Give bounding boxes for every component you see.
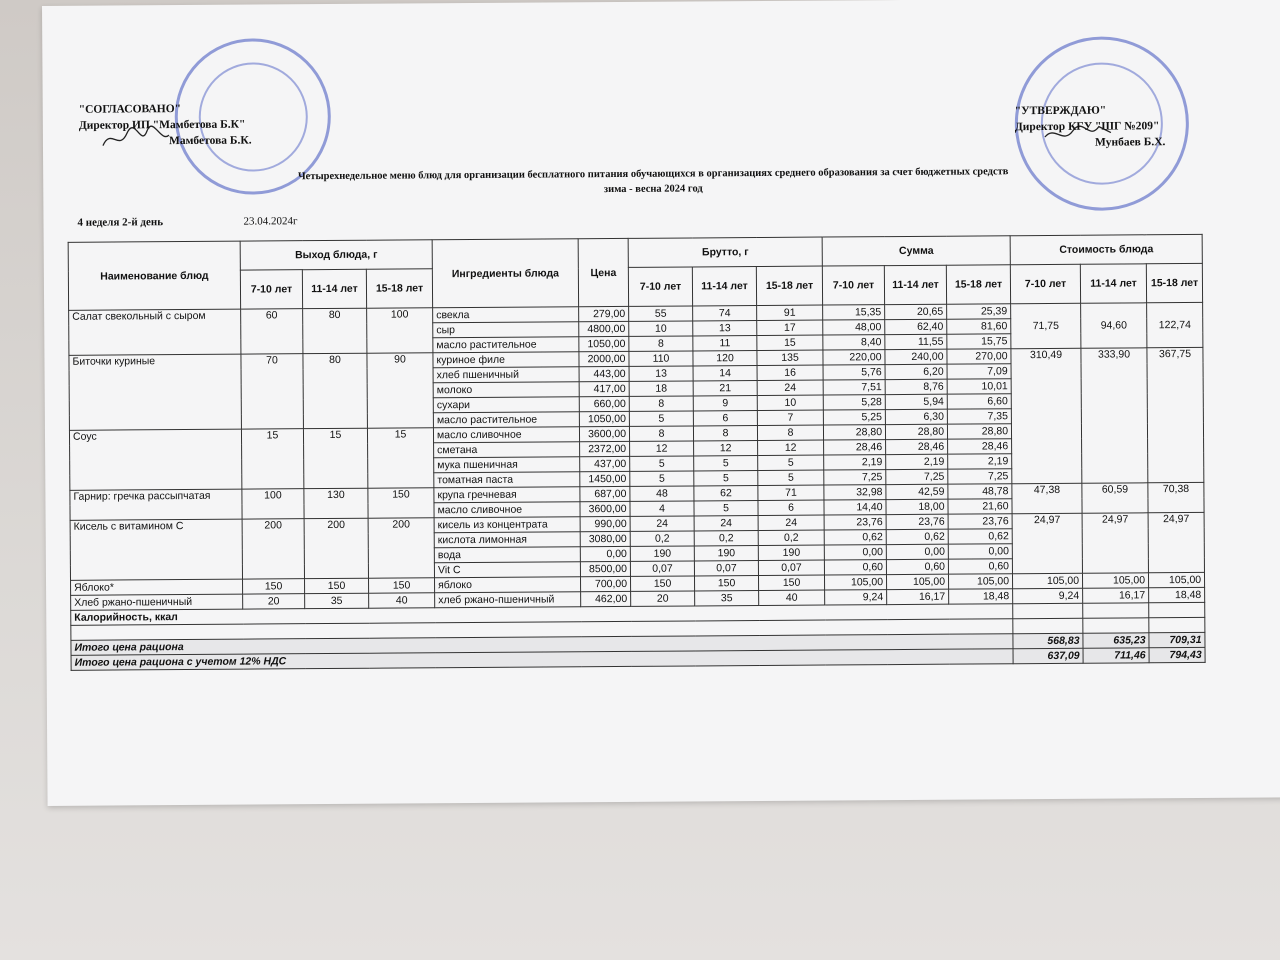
brutto-value: 24 [630,516,694,531]
col-cost: Стоимость блюда [1010,234,1202,264]
sum-value: 105,00 [949,574,1013,589]
ingredient-name: яблоко [435,577,581,593]
brutto-value: 8 [629,396,693,411]
brutto-value: 21 [693,381,757,396]
sum-value: 16,17 [887,589,949,604]
sum-value: 7,35 [947,409,1011,424]
brutto-value: 24 [758,515,824,530]
sum-value: 2,19 [948,454,1012,469]
dish-name: Хлеб ржано-пшеничный [71,594,243,610]
sum-value: 18,00 [886,499,948,514]
ingredient-name: вода [434,547,580,563]
ingredient-name: хлеб ржано-пшеничный [435,592,581,608]
brutto-value: 8 [629,426,693,441]
dish-cost: 71,75 [1011,303,1081,348]
calories-value [1083,603,1149,618]
sum-value: 0,00 [886,544,948,559]
total-label: Итого цена рациона [71,634,1013,656]
ingredient-price: 990,00 [580,516,630,531]
total-vat-value: 711,46 [1083,648,1149,663]
sum-value: 0,00 [948,544,1012,559]
brutto-value: 12 [758,440,824,455]
dish-yield: 70 [241,354,304,429]
ingredient-price: 700,00 [581,576,631,591]
brutto-value: 150 [759,575,825,590]
dish-cost: 105,00 [1149,572,1205,587]
sum-value: 7,25 [948,469,1012,484]
ingredient-name: сухари [433,397,579,413]
sum-value: 7,09 [947,364,1011,379]
ingredient-price: 687,00 [580,486,630,501]
ingredient-name: кисель из концентрата [434,517,580,533]
col-cost-age1: 7-10 лет [1010,264,1080,303]
sum-value: 0,60 [886,559,948,574]
sum-value: 8,40 [823,335,885,350]
dish-yield: 40 [369,593,435,608]
brutto-value: 5 [758,470,824,485]
dish-yield: 35 [305,593,369,608]
ingredient-price: 0,00 [580,546,630,561]
approval-right-signer: Мунбаев Б.Х. [1094,136,1166,149]
ingredient-name: мука пшеничная [434,457,580,473]
brutto-value: 11 [693,336,757,351]
dish-cost: 24,97 [1082,513,1148,573]
dish-cost: 105,00 [1083,573,1149,588]
spacer-cell [1083,618,1149,633]
dish-yield: 150 [369,578,435,593]
sum-value: 28,46 [948,439,1012,454]
sum-value: 15,75 [947,334,1011,349]
brutto-value: 135 [757,350,823,365]
sum-value: 7,51 [823,380,885,395]
col-ingredients: Ингредиенты блюда [432,239,578,308]
col-yield-age2: 11-14 лет [302,269,366,308]
brutto-value: 18 [629,381,693,396]
sum-value: 270,00 [947,349,1011,364]
brutto-value: 10 [629,321,693,336]
sum-value: 105,00 [887,574,949,589]
approval-left-heading: "СОГЛАСОВАНО" [78,103,182,116]
col-sum-age3: 15-18 лет [946,265,1010,304]
dish-yield: 80 [303,353,368,428]
brutto-value: 71 [758,485,824,500]
dish-cost: 333,90 [1081,348,1148,483]
dish-yield: 15 [241,429,303,489]
brutto-value: 0,07 [758,560,824,575]
brutto-value: 5 [629,411,693,426]
brutto-value: 24 [757,380,823,395]
ingredient-name: масло сливочное [434,502,580,518]
total-value: 568,83 [1013,633,1083,648]
brutto-value: 190 [758,545,824,560]
title-line-1: Четырехнедельное меню блюд для организации бесплатного питания обучающихся в организациях среднего образования за счет бюджетных средств [297,166,1009,183]
sum-value: 2,19 [824,455,886,470]
ingredient-name: сметана [434,442,580,458]
brutto-value: 4 [630,501,694,516]
ingredient-price: 3080,00 [580,531,630,546]
dish-yield: 80 [303,308,367,353]
ingredient-price: 3600,00 [580,501,630,516]
col-brutto-age1: 7-10 лет [628,267,692,306]
brutto-value: 91 [757,305,823,320]
col-brutto-age2: 11-14 лет [692,267,756,306]
menu-date: 23.04.2024г [243,215,298,228]
col-cost-age2: 11-14 лет [1080,264,1146,303]
ingredient-name: крупа гречневая [434,487,580,503]
ingredient-name: хлеб пшеничный [433,367,579,383]
sum-value: 0,60 [948,559,1012,574]
brutto-value: 20 [631,591,695,606]
calories-value [1013,603,1083,618]
col-yield-age3: 15-18 лет [366,269,432,308]
sum-value: 32,98 [824,485,886,500]
brutto-value: 6 [693,411,757,426]
total-vat-value: 794,43 [1149,647,1205,662]
ingredient-name: масло сливочное [433,427,579,443]
brutto-value: 24 [694,516,758,531]
col-sum-age1: 7-10 лет [822,266,884,305]
brutto-value: 40 [759,590,825,605]
brutto-value: 0,07 [694,561,758,576]
sum-value: 48,78 [948,484,1012,499]
dish-cost: 9,24 [1013,588,1083,603]
dish-cost: 94,60 [1081,303,1147,348]
ingredient-price: 417,00 [579,381,629,396]
calories-value [1149,602,1205,617]
brutto-value: 5 [630,456,694,471]
dish-cost: 47,38 [1012,483,1082,513]
ingredient-price: 8500,00 [580,561,630,576]
brutto-value: 0,2 [694,531,758,546]
sum-value: 14,40 [824,500,886,515]
dish-name: Салат свекольный с сыром [69,309,241,355]
dish-yield: 100 [242,489,304,519]
sum-value: 0,00 [824,545,886,560]
dish-yield: 200 [242,519,304,579]
brutto-value: 8 [629,336,693,351]
col-brutto-age3: 15-18 лет [756,266,822,305]
sum-value: 28,46 [886,439,948,454]
dish-cost: 24,97 [1148,512,1204,572]
brutto-value: 15 [757,335,823,350]
brutto-value: 120 [693,351,757,366]
dish-yield: 150 [305,578,369,593]
ingredient-price: 437,00 [580,456,630,471]
ingredient-price: 4800,00 [579,321,629,336]
brutto-value: 13 [693,321,757,336]
sum-value: 10,01 [947,379,1011,394]
ingredient-price: 443,00 [579,366,629,381]
dish-name: Кисель с витамином С [70,519,242,580]
brutto-value: 0,07 [630,561,694,576]
dish-yield: 200 [304,518,368,578]
ingredient-price: 279,00 [579,306,629,321]
brutto-value: 5 [758,455,824,470]
dish-yield: 200 [368,518,434,578]
sum-value: 18,48 [949,589,1013,604]
sum-value: 25,39 [947,304,1011,319]
brutto-value: 62 [694,486,758,501]
dish-yield: 60 [241,309,303,354]
brutto-value: 5 [694,471,758,486]
ingredient-name: масло растительное [433,412,579,428]
col-yield: Выход блюда, г [240,240,432,270]
brutto-value: 13 [629,366,693,381]
sum-value: 81,60 [947,319,1011,334]
sum-value: 6,60 [947,394,1011,409]
dish-cost: 367,75 [1147,347,1204,482]
brutto-value: 5 [630,471,694,486]
brutto-value: 150 [695,576,759,591]
col-price: Цена [578,238,628,306]
ingredient-name: сыр [433,322,579,338]
sum-value: 23,76 [886,514,948,529]
brutto-value: 7 [757,410,823,425]
ingredient-name: кислота лимонная [434,532,580,548]
sum-value: 9,24 [825,590,887,605]
brutto-value: 14 [693,366,757,381]
sum-value: 5,25 [823,410,885,425]
brutto-value: 10 [757,395,823,410]
menu-document [42,0,1280,806]
dish-yield: 150 [243,579,305,594]
sum-value: 0,62 [886,529,948,544]
spacer-cell [1149,617,1205,632]
brutto-value: 12 [694,441,758,456]
dish-cost: 105,00 [1013,573,1083,588]
brutto-value: 5 [694,456,758,471]
ingredient-price: 3600,00 [579,426,629,441]
ingredient-price: 2372,00 [580,441,630,456]
brutto-value: 8 [693,426,757,441]
sum-value: 11,55 [885,334,947,349]
dish-cost: 310,49 [1011,348,1082,483]
sum-value: 7,25 [886,469,948,484]
dish-name: Биточки куриные [69,354,242,430]
ingredient-name: молоко [433,382,579,398]
sum-value: 28,80 [824,425,886,440]
menu-table [68,234,1206,671]
sum-value: 7,25 [824,470,886,485]
ingredient-price: 1050,00 [579,411,629,426]
sum-value: 15,35 [823,305,885,320]
ingredient-price: 462,00 [581,591,631,606]
sum-value: 6,30 [885,409,947,424]
sum-value: 28,80 [948,424,1012,439]
sum-value: 2,19 [886,454,948,469]
sum-value: 240,00 [885,349,947,364]
dish-name: Яблоко* [71,579,243,595]
dish-yield: 130 [304,488,368,518]
week-day-label: 4 неделя 2-й день [77,216,164,229]
dish-cost: 24,97 [1012,513,1082,573]
col-sum: Сумма [822,236,1010,266]
dish-yield: 15 [367,428,433,488]
ingredient-name: свекла [433,307,579,323]
ingredient-price: 660,00 [579,396,629,411]
total-value: 635,23 [1083,633,1149,648]
dish-yield: 20 [243,594,305,609]
sum-value: 23,76 [824,515,886,530]
dish-cost: 16,17 [1083,588,1149,603]
col-brutto: Брутто, г [628,237,822,267]
brutto-value: 0,2 [630,531,694,546]
dish-name: Соус [69,429,241,490]
dish-cost: 60,59 [1082,483,1148,513]
document-title [213,164,1093,200]
brutto-value: 5 [694,501,758,516]
approval-block-right [1015,102,1166,151]
brutto-value: 0,2 [758,530,824,545]
brutto-value: 190 [630,546,694,561]
brutto-value: 8 [757,425,823,440]
col-cost-age3: 15-18 лет [1146,263,1202,302]
brutto-value: 150 [631,576,695,591]
sum-value: 5,76 [823,365,885,380]
total-vat-label: Итого цена рациона с учетом 12% НДС [71,649,1013,671]
brutto-value: 17 [757,320,823,335]
brutto-value: 190 [694,546,758,561]
sum-value: 23,76 [948,514,1012,529]
col-yield-age1: 7-10 лет [240,270,302,309]
ingredient-name: томатная паста [434,472,580,488]
sum-value: 21,60 [948,499,1012,514]
dish-cost: 122,74 [1147,302,1203,347]
sum-value: 20,65 [885,304,947,319]
brutto-value: 6 [758,500,824,515]
sum-value: 28,46 [824,440,886,455]
brutto-value: 12 [630,441,694,456]
dish-name: Гарнир: гречка рассыпчатая [70,489,242,520]
brutto-value: 48 [630,486,694,501]
approval-right-position: Директор КГУ "ШГ №209" [1014,120,1160,134]
sum-value: 105,00 [825,575,887,590]
approval-left-signer: Мамбетова Б.К. [168,134,252,148]
total-vat-value: 637,09 [1013,648,1083,663]
brutto-value: 74 [693,306,757,321]
sum-value: 28,80 [886,424,948,439]
sum-value: 62,40 [885,319,947,334]
ingredient-name: масло растительное [433,337,579,353]
sum-value: 0,62 [948,529,1012,544]
sum-value: 0,60 [824,560,886,575]
col-sum-age2: 11-14 лет [884,265,946,304]
approval-left-position: Директор ИП "Мамбетова Б.К" [78,118,246,132]
sum-value: 48,00 [823,320,885,335]
sum-value: 0,62 [824,530,886,545]
brutto-value: 35 [695,591,759,606]
ingredient-name: куриное филе [433,352,579,368]
ingredient-price: 1050,00 [579,336,629,351]
brutto-value: 55 [629,306,693,321]
brutto-value: 9 [693,396,757,411]
total-value: 709,31 [1149,632,1205,647]
dish-yield: 150 [368,488,434,518]
sum-value: 5,94 [885,394,947,409]
title-line-2: зима - весна 2024 год [603,183,703,196]
spacer-cell [1013,618,1083,633]
sum-value: 8,76 [885,379,947,394]
approval-right-heading: "УТВЕРЖДАЮ" [1014,104,1107,118]
sum-value: 5,28 [823,395,885,410]
sum-value: 220,00 [823,350,885,365]
ingredient-name: Vit C [434,562,580,578]
brutto-value: 110 [629,351,693,366]
dish-cost: 18,48 [1149,587,1205,602]
ingredient-price: 1450,00 [580,471,630,486]
calories-label: Калорийность, ккал [71,604,1013,626]
sum-value: 42,59 [886,484,948,499]
ingredient-price: 2000,00 [579,351,629,366]
dish-yield: 15 [303,428,367,488]
brutto-value: 16 [757,365,823,380]
dish-yield: 90 [367,353,434,428]
dish-yield: 100 [367,308,433,353]
dish-cost: 70,38 [1148,482,1204,512]
col-dish-name: Наименование блюд [68,241,240,310]
approval-block-left [79,101,252,150]
sum-value: 6,20 [885,364,947,379]
